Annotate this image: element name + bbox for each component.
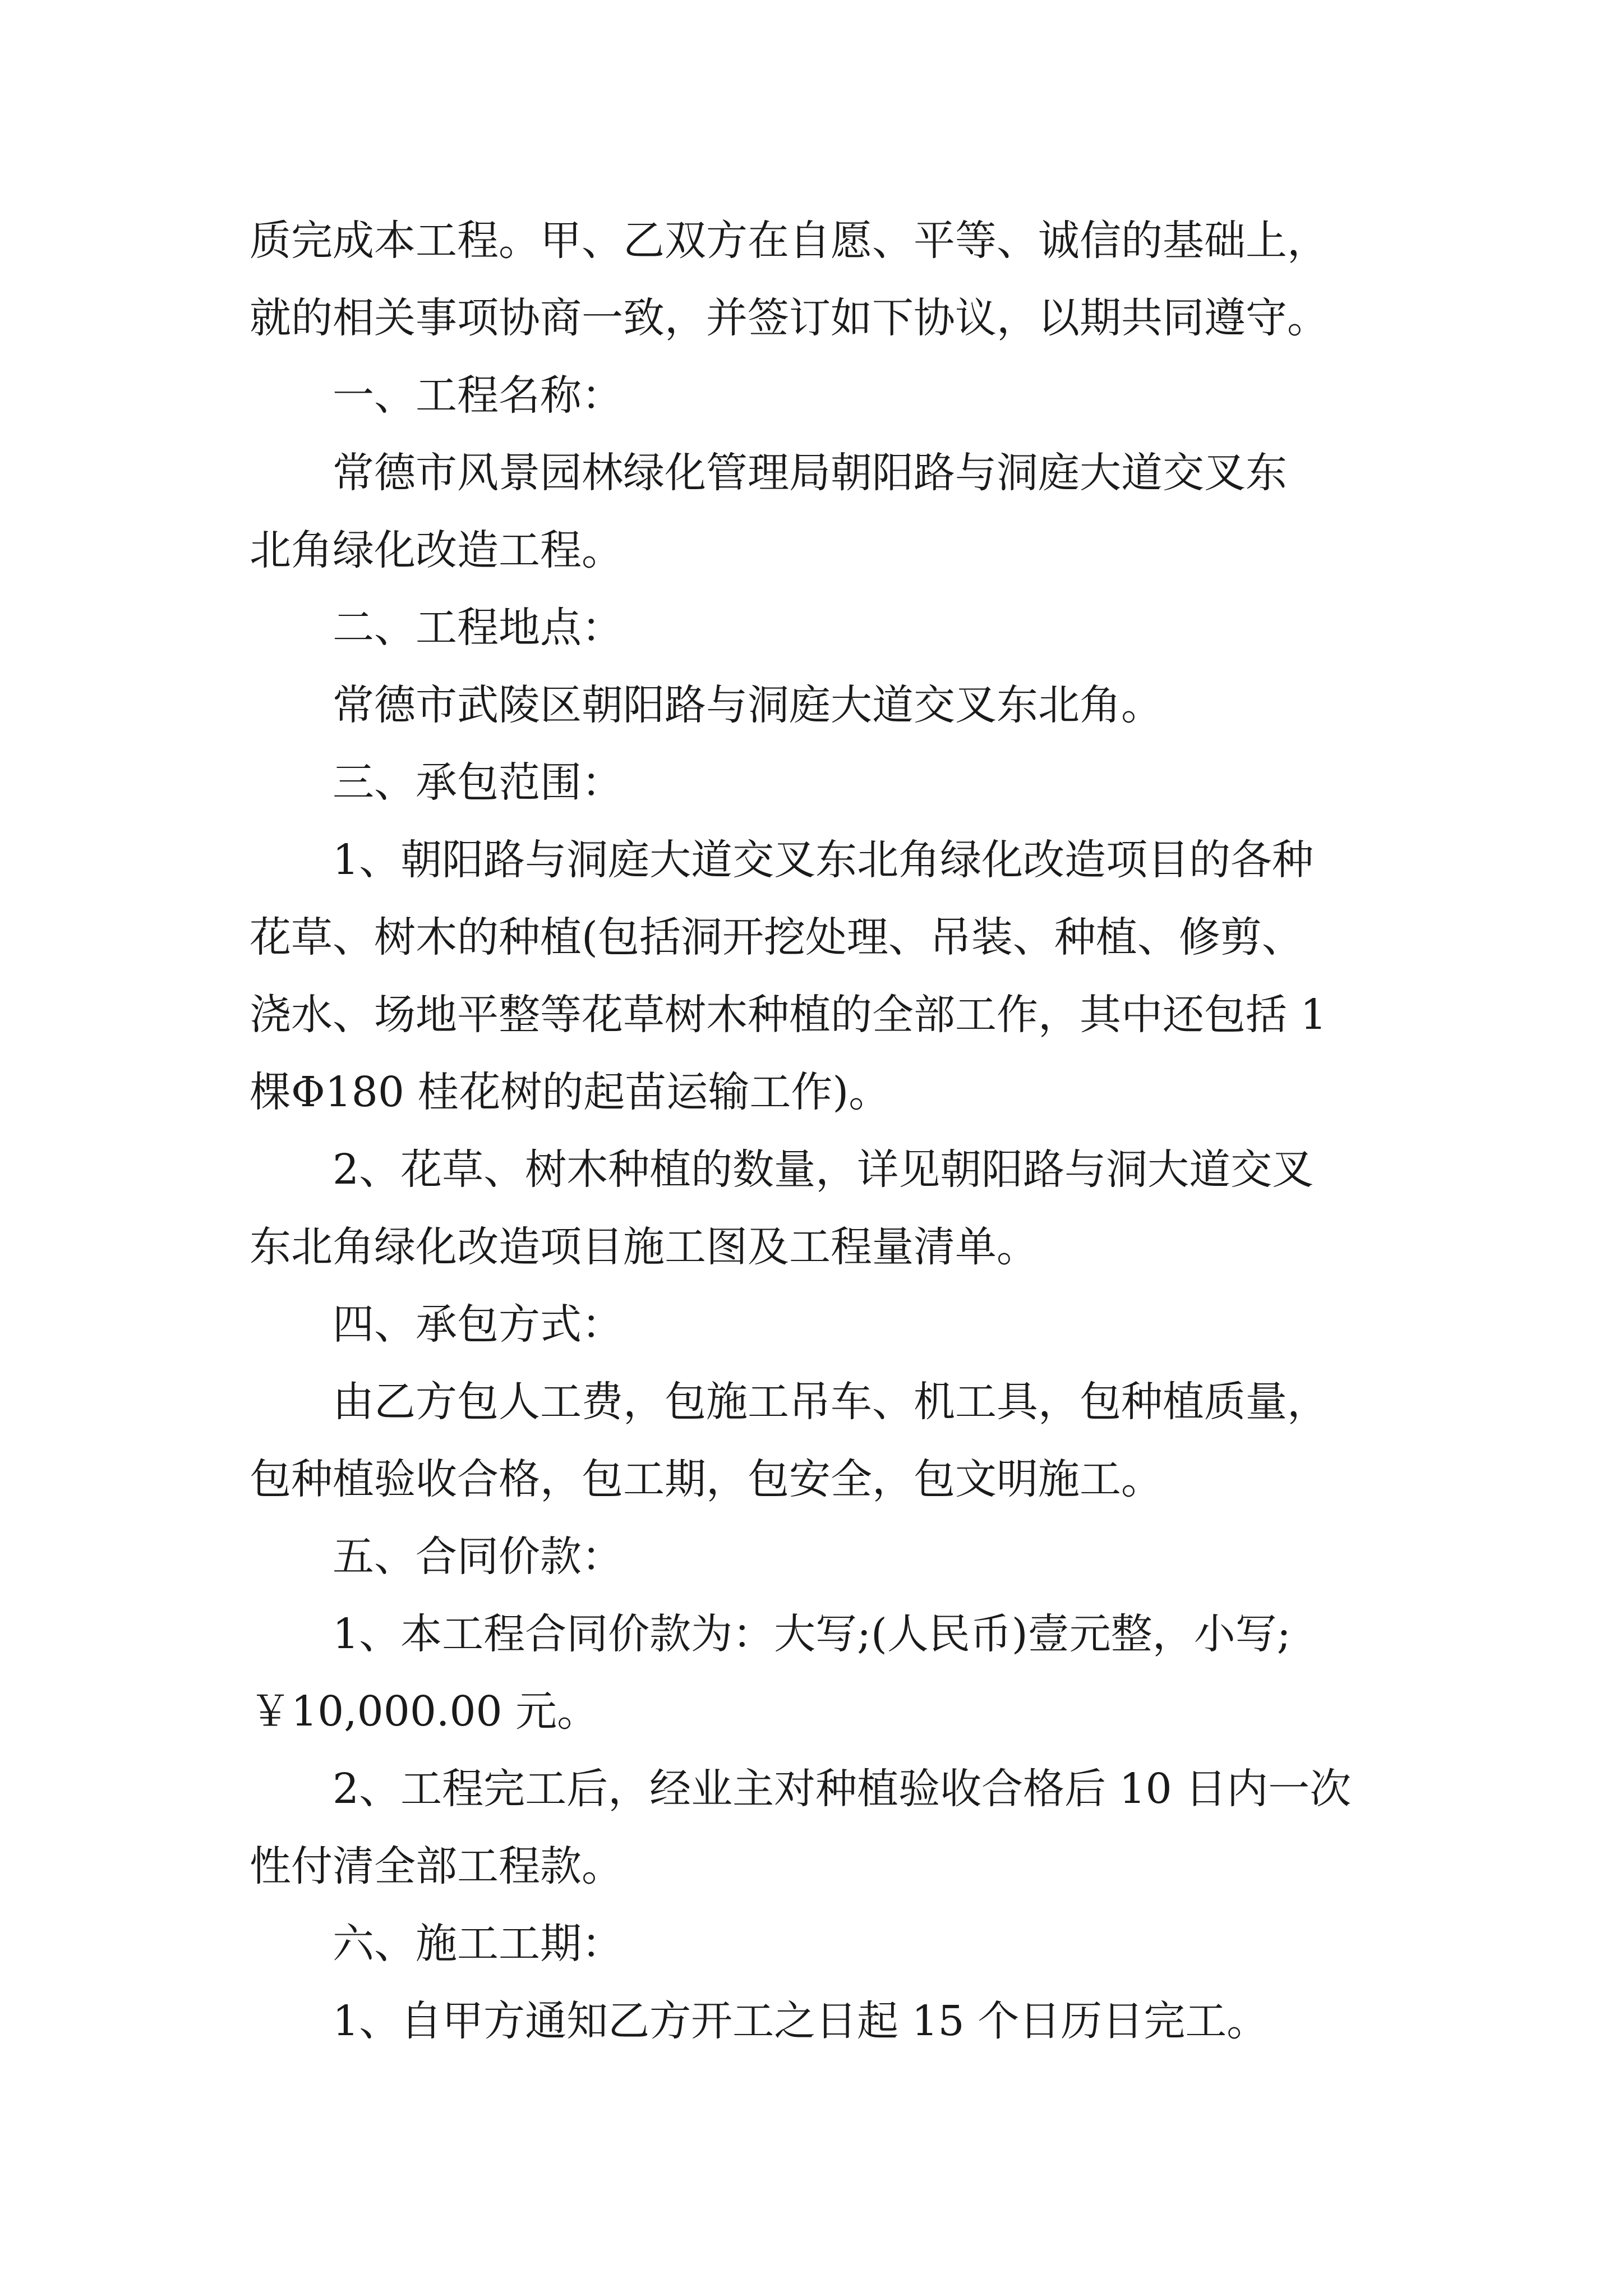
section-heading-project-name: 一、工程名称： — [333, 371, 623, 420]
paragraph-line: 性付清全部工程款。 — [250, 1842, 623, 1890]
paragraph-line: 包种植验收合格，包工期，包安全，包文明施工。 — [250, 1455, 1163, 1503]
paragraph-line: 棵Φ180 桂花树的起苗运输工作)。 — [250, 1068, 891, 1116]
paragraph-line: 质完成本工程。甲、乙双方在自愿、平等、诚信的基础上， — [250, 217, 1329, 265]
paragraph-line: 就的相关事项协商一致，并签订如下协议，以期共同遵守。 — [250, 294, 1329, 342]
paragraph-line: 2、花草、树木种植的数量，详见朝阳路与洞大道交叉 — [333, 1145, 1314, 1194]
section-heading-contract-method: 四、承包方式： — [333, 1300, 623, 1349]
paragraph-line: 花草、树木的种植(包括洞开挖处理、吊装、种植、修剪、 — [250, 913, 1303, 961]
section-heading-construction-period: 六、施工工期： — [333, 1920, 623, 1968]
paragraph-line: 2、工程完工后，经业主对种植验收合格后 10 日内一次 — [333, 1765, 1352, 1813]
section-heading-project-location: 二、工程地点： — [333, 604, 623, 652]
paragraph-line: 常德市风景园林绿化管理局朝阳路与洞庭大道交叉东 — [333, 449, 1287, 497]
paragraph-line: ￥10,000.00 元。 — [250, 1687, 599, 1736]
document-body — [250, 202, 1382, 2060]
paragraph-line: 北角绿化改造工程。 — [250, 526, 623, 574]
section-heading-contract-price: 五、合同价款： — [333, 1533, 623, 1581]
paragraph-line: 浇水、场地平整等花草树木种植的全部工作，其中还包括 1 — [250, 991, 1327, 1039]
paragraph-line: 由乙方包人工费，包施工吊车、机工具，包种植质量， — [333, 1378, 1329, 1426]
section-heading-contract-scope: 三、承包范围： — [333, 758, 623, 807]
paragraph-line: 1、自甲方通知乙方开工之日起 15 个日历日完工。 — [333, 1997, 1269, 2045]
paragraph-line: 东北角绿化改造项目施工图及工程量清单。 — [250, 1223, 1038, 1271]
paragraph-line: 常德市武陵区朝阳路与洞庭大道交叉东北角。 — [333, 681, 1163, 729]
paragraph-line: 1、本工程合同价款为：大写;(人民币)壹元整，小写; — [333, 1610, 1291, 1658]
paragraph-line: 1、朝阳路与洞庭大道交叉东北角绿化改造项目的各种 — [333, 836, 1314, 884]
